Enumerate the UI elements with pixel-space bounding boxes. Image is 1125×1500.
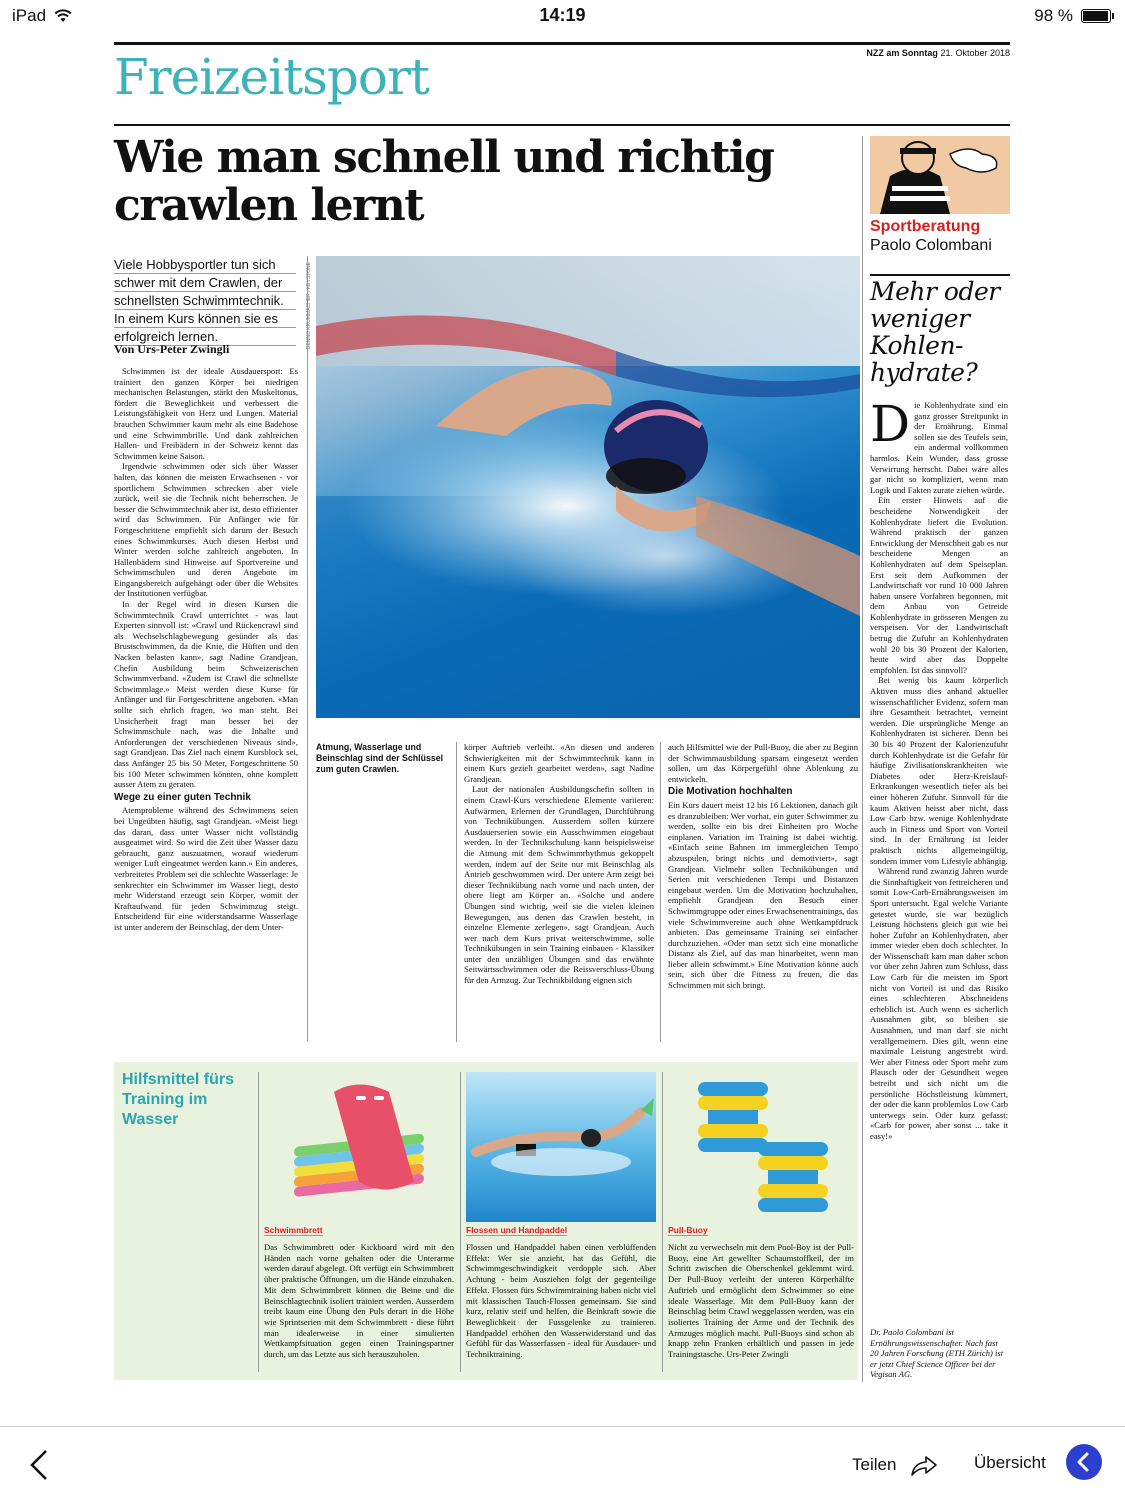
paragraph: Bei wenig bis kaum körperlich Aktiven muss dies anhand aktueller wissenschaftlicher Evidenz, sofern man ihre Gesamtheit betrachtet, verneint werden. Die ursprüngliche Menge an Kohlenhydraten ist sicherer. Denn bei 30 bis 40 Prozent der Kalorienzufuhr durch Kohlenhydrate ist die Gefahr für häufige Zivilisationskrankheiten wie Diabetes oder Herz-Kreislauf-Erkrankungen wesentlich tiefer als bei einer höheren Zufuhr. Sinnvoll für die kaum Aktiven heisst aber nicht, dass Low Carb bzw. wenige Kohlenhydrate auch in Fitness und Sport von Vorteil sind. In der Ernährung ist leider praktisch nichts allgemeingültig, sondern immer vom Lifestyle abhängig. [870, 675, 1008, 866]
lead-line: In einem Kurs können sie es [114, 310, 296, 328]
sidebar-headline: Mehr oder weniger Kohlen-hydrate? [870, 277, 1000, 387]
paragraph: körper Auftrieb verleiht. «An diesen und anderen Schwierigkeiten mit der Schwimmtechnik kann in einem Kurs gezielt gearbeitet werden», sagt Nadine Grandjean. [464, 742, 654, 784]
paragraph: Während rund zwanzig Jahren wurde die Sinnhaftigkeit von fettreicheren und somit Low-Carb-Ernährungsweisen im Sport untersucht. Egal welche Variante getestet wurde, sie war bezüglich Leistung höchstens gleich gut wie bei hoher Zufuhr an Kohlenhydraten, aber immer wieder eben doch schlechter. In der Wissenschaft kam man daher schon vor über zehn Jahren zum Schluss, dass Low Carb für die meisten im Sport nicht von Vorteil ist und das Risiko eines schlechteren Abschneidens erheblich ist. Auch wenn es sicherlich Ausnahmen gibt, so bleiben sie Ausnahmen, und man darf sie nicht verallgemeinern. Dies gilt, wenn eine maximale Leistung angestrebt wird. Wer aber Fitness oder Sport mehr zum Plausch oder der Gesundheit wegen betreibt und sich nicht um die persönliche Höchstleistung kümmert, der oder die kann problemlos Low Carb unterwegs sein. Oder kurz gefasst: «Carb for power, aber sonst ... take it easy!» [870, 866, 1008, 1141]
swimmer-fins-icon [466, 1072, 656, 1222]
article-headline: Wie man schnell und richtig crawlen lernt [114, 132, 774, 231]
bottom-toolbar [0, 1426, 1125, 1500]
back-button[interactable] [26, 1447, 56, 1483]
column-divider [662, 1072, 663, 1372]
paragraph-text: ie Kohlenhydrate sind ein ganz grosser Streitpunkt in der Ernährung. Einmal sollen sie des Teufels sein, ein andermal vollkommen harmlos. Kein Wunder, dass grosse Verwirrung herrscht. Dabei wäre alles gar nicht so kompliziert, wenn man Logik und Fakten zurate ziehen würde. [870, 400, 1008, 495]
share-arrow-icon [910, 1453, 938, 1477]
pull-buoy-icon [668, 1072, 854, 1222]
swimmer-photo [316, 256, 860, 718]
column-divider [307, 256, 308, 1041]
paragraph: In der Regel wird in diesen Kursen die Schwimmtechnik Crawl unterrichtet - was laut Experten sinnvoll ist: «Crawl und Rückencrawl sind als Wechselschlagbewegung gesünder als das Brustschwimmen, da die Knie, die Hüften und den Nacken belasten kann», sagt Nadine Grandjean, Chefin Ausbildung beim Schweizerischen Schwimmverband. «Zudem ist Crawl die schnellste Schwimmlage.» Meist werden diese Kurse für Anfänger und für Fortgeschrittene angeboten. «Man sollte sich ehrlich fragen, wo man steht. Bei Unsicherheit fragt man besser bei der Schwimmschule nach, was die Inhalte und Anforderungen der verschiedenen Niveaus sind», sagt Grandjean. Das Ziel nach einem Kursblock sei, dass Anfänger 25 bis 50 Meter, Fortgeschrittene 50 bis 100 Meter schwimmen könnten, ohne komplett ausser Atem zu geraten. [114, 599, 298, 790]
overview-button[interactable]: Übersicht [974, 1453, 1046, 1472]
article-byline: Von Urs-Peter Zwingli [114, 342, 230, 356]
subheading: Wege zu einer guten Technik [114, 791, 251, 803]
paragraph: Ein erster Hinweis auf die bescheidene Notwendigkeit der Kohlenhydrate liefert die Evolution. Während praktisch der ganzen Entwicklung der Menschheit gab es nur bescheidene Mengen an Kohlenhydraten auf dem Speiseplan. Erst seit dem Aufkommen der Landwirtschaft vor rund 10 000 Jahren haben unsere Vorfahren begonnen, mit dem Anbau von Getreide Kohlenhydrate in grösseren Mengen zu verspeisen. Vor der Landwirtschaft betrug die Zufuhr an Kohlenhydraten wohl 20 bis 30 Prozent der Kalorien, heute wird aber das Doppelte empfohlen. Ist das sinnvoll? [870, 495, 1008, 675]
paragraph: Irgendwie schwimmen oder sich über Wasser halten, das können die meisten Erwachsenen - vor sportlichem Schwimmen schrecken aber viele zurück, weil sie die Technik nicht beherrschen. Je besser die Schwimmtechnik aber ist, desto effizienter wird das Schwimmen. Für Anfänger wie für Fortgeschrittene empfiehlt sich darum der Besuch eines Schwimmkurses. Auch diesen Herbst und Winter werden solche zahlreich angeboten. In Hallenbädern sind Hinweise auf Sportvereine und Schwimmschulen und deren Angebote im Eingangsbereich aufgehängt oder über die Websites der Institutionen verfügbar. [114, 461, 298, 599]
columnist-illustration [870, 136, 1010, 214]
article-lead [114, 256, 296, 346]
share-label: Teilen [852, 1455, 897, 1474]
paragraph: Schwimmen ist der ideale Ausdauersport: Es trainiert den ganzen Körper bei niedrigen mechanischen Belastungen, stärkt den Muskeltonus, fördert die Beweglichkeit und verbessert die Leistungsfähigkeit von Herz und Lungen. Material brauchen Schwimmer kaum mehr als eine Badehose und eine Schwimmbrille. Und dank zahlreichen Hallen- und Freibädern in der Schweiz kennt das Schwimmen keine Saison. [114, 366, 298, 461]
article-column-1 [114, 366, 298, 1038]
column-divider [660, 742, 661, 1042]
battery-percent: 98 % [1034, 6, 1073, 25]
paragraph: Ein Kurs dauert meist 12 bis 16 Lektionen, danach gilt es dranzubleiben: Wer vorhat, ein guter Schwimmer zu werden, sollte ein bis drei Einheiten pro Woche einplanen. Variation im Training ist dabei wichtig. «Einfach seine Bahnen im immergleichen Tempo abzuspulen, bringt nichts und demotiviert», sagt Grandjean. Vielmehr sollen Technikübungen und Serien mit verschiedenen Tempi und Distanzen eingebaut werden. Um die Motivation hochzuhalten, empfiehlt Grandjean den Besuch einer Schwimmgruppe oder eines Erwachsenentrainings, das viele Schwimmvereine auch ohne Wettkampfdruck anbieten. Das gemeinsame Training sei einfacher durchzuziehen. «Oder man setzt sich eine monatliche Distanz als Ziel, auf das man hinarbeitet, wenn man lieber allein schwimmt.» Eine Motivation könne auch sein, sich über die Fitness zu freuen, die das Schwimmen mit sich bringt. [668, 799, 858, 991]
author-bio: Dr. Paolo Colombani ist Ernährungswissenschafter. Nach fast 20 Jahren Forschung (ETH Zürich) ist er jetzt Chief Science Officer bei der Vegisan AG. [870, 1327, 1004, 1380]
lead-line: schwer mit dem Crawlen, der [114, 274, 296, 292]
fins-paddles-image [466, 1072, 656, 1222]
equipment-box [114, 1062, 858, 1380]
product-label: Schwimmbrett [264, 1225, 323, 1235]
kickboard-image [264, 1072, 454, 1222]
battery-fill [1083, 11, 1108, 21]
column-divider [456, 742, 457, 1042]
column-divider [460, 1072, 461, 1372]
article-column-2 [464, 742, 654, 1038]
lead-line: Viele Hobbysportler tun sich [114, 256, 296, 274]
lead-line: erfolgreich lernen. [114, 328, 296, 346]
photo-credit: BENNO KRUMMACHER / KEYSTONE [306, 262, 312, 349]
sidebar-text [870, 400, 1008, 1320]
subheading: Die Motivation hochhalten [668, 786, 793, 798]
paragraph: Atemprobleme während des Schwimmens seien bei Ungeübten häufig, sagt Grandjean. «Meist liegt das daran, dass unter Wasser nicht vollständig ausgeatmet wird. So wird die Zeit über Wasser dazu gebraucht, ganz auszuatmen, worauf wiederum weniger Luft eingeatmet werden kann.» Ein anderes, verbreitetes Problem sei die schlechte Wasserlage: Je senkrechter ein Schwimmer im Wasser liegt, desto mehr Widerstand erzeugt sein Körper, womit der Kraftaufwand für jeden Schwimmzug steigt. Entscheidend für eine widerstandsarme Wasserlage ist unter anderem der Beinschlag, der dem Unter- [114, 805, 298, 932]
publication-date: 21. Oktober 2018 [940, 48, 1010, 58]
product-text: Das Schwimmbrett oder Kickboard wird mit den Händen nach vorne gehalten oder die Unterarme werden darauf abgelegt. Oft verfügt ein Schwimmbrett über praktische Öffnungen, um die Hände einzuhaken. Mit dem Schwimmbrett können die Beine und die Beinschlagtechnik isoliert trainiert werden. Ausserdem treibt kaum eine Übung den Puls derart in die Höhe wie Sprintserien mit dem Schwimmbrett - diese führt man idealerweise in einer simulierten Wettkampfsituation gegen einen Trainingspartner durch, um das Letzte aus sich herauszuholen. [264, 1242, 454, 1360]
kickboard-icon [264, 1072, 454, 1222]
pull-buoy-image [668, 1072, 854, 1222]
sidebar-divider [862, 136, 863, 1382]
article-column-3 [668, 742, 858, 1038]
share-button[interactable] [852, 1453, 938, 1477]
section-title: Freizeitsport [114, 48, 429, 106]
columnist-icon [870, 136, 1010, 214]
paragraph [870, 400, 1008, 495]
masthead [866, 48, 1010, 58]
back-circle-button[interactable] [1066, 1444, 1102, 1480]
column-divider [258, 1072, 259, 1372]
lead-line: schnellsten Schwimmtechnik. [114, 292, 296, 310]
sidebar-author: Paolo Colombani [870, 237, 992, 254]
chevron-left-icon [26, 1447, 56, 1483]
paragraph: Laut der nationalen Ausbildungschefin sollten in einem Crawl-Kurs verschiedene Elemente variieren: Aufwärmen, Erlernen der Grundlagen, Durchführung von Technikübungen. Ausserdem sollen kürzere Ausdauerserien sowie ein Ausschwimmen eingebaut werden. In der Technikschulung kann beispielsweise die Atmung mit dem Schwimmrhythmus gekoppelt werden, indem auf der Seite nur mit Beinschlag als Antrieb geschwommen wird. Der untere Arm zeigt bei dieser Technikübung nach vorne und nach unten, der obere liegt am Körper an. «Solche und andere Übungen sind wichtig, weil sie die vielen kleinen Bewegungen, aus denen das Crawlen besteht, in einzelne Elemente zerlegen», sagt Grandjean. Auch wer nach dem Kurs privat weiterschwimme, solle Technikübungen in sein Training einbauen - Klassiker unter den unzähligen Übungen sind das erwähnte Seitwärtsschwimmen oder die Reissverschluss-Übung für den Armzug. Zur Technikbildung eignen sich [464, 784, 654, 986]
paragraph: auch Hilfsmittel wie der Pull-Buoy, die aber zu Beginn der Schwimmausbildung sparsam eingesetzt werden sollen, um das Körpergefühl ohne Ablenkung zu entwickeln. [668, 742, 858, 784]
dropcap: D [870, 400, 911, 453]
sidebar-rule [870, 274, 1010, 276]
product-text: Flossen und Handpaddel haben einen verblüffenden Effekt: Wer sie anzieht, hat das Gefühl, die Schwimmgeschwindigkeit verdopple sich. Aber Achtung - beim Ausziehen folgt der gegenteilige Effekt. Flossen fürs Schwimmtraining haben nicht viel mit klassischen Tauch-Flossen gemeinsam. Sie sind kurz, relativ steif und helfen, die Beinkraft sowie die Beweglichkeit der Fussgelenke zu trainieren. Handpaddel erhöhen den Wasserwiderstand und das Gefühl für das Wasserfassen - ideal für Ausdauer- und Techniktraining. [466, 1242, 656, 1360]
top-rule [114, 42, 1010, 45]
product-text: Nicht zu verwechseln mit dem Pool-Boy ist der Pull-Buoy, eine Art gewellter Schaumstoffkeil, der im Schritt zwischen die Oberschenkel geklemmt wird. Der Pull-Buoy verleiht der unteren Körperhälfte Auftrieb und ermöglicht dem Schwimmer so eine ideale Wasserlage. Mit dem Pull-Buoy kann der Beinschlag beim Crawl weggelassen werden, was ein isoliertes Training der Arme und der Technik des Armzuges möglich macht. Pull-Buoys sind schon ab knapp zehn Franken erhältlich und passen in jede Trainingstasche. Urs-Peter Zwingli [668, 1242, 854, 1360]
sidebar-kicker: Sportberatung [870, 218, 981, 235]
swimmer-illustration [316, 256, 860, 718]
chevron-left-circle-icon [1066, 1444, 1102, 1480]
product-label: Pull-Buoy [668, 1225, 708, 1235]
battery-icon [1081, 9, 1111, 23]
status-bar [0, 0, 1125, 34]
photo-caption: Atmung, Wasserlage und Beinschlag sind der Schlüssel zum guten Crawlen. [316, 742, 444, 774]
equipment-box-title: Hilfsmittel fürs Training im Wasser [122, 1071, 235, 1128]
section-rule [114, 124, 1010, 126]
publication-name: NZZ am Sonntag [866, 48, 938, 58]
newspaper-page [114, 42, 1010, 1386]
clock: 14:19 [539, 5, 586, 25]
product-label: Flossen und Handpaddel [466, 1225, 568, 1235]
device-label: iPad [12, 6, 47, 25]
